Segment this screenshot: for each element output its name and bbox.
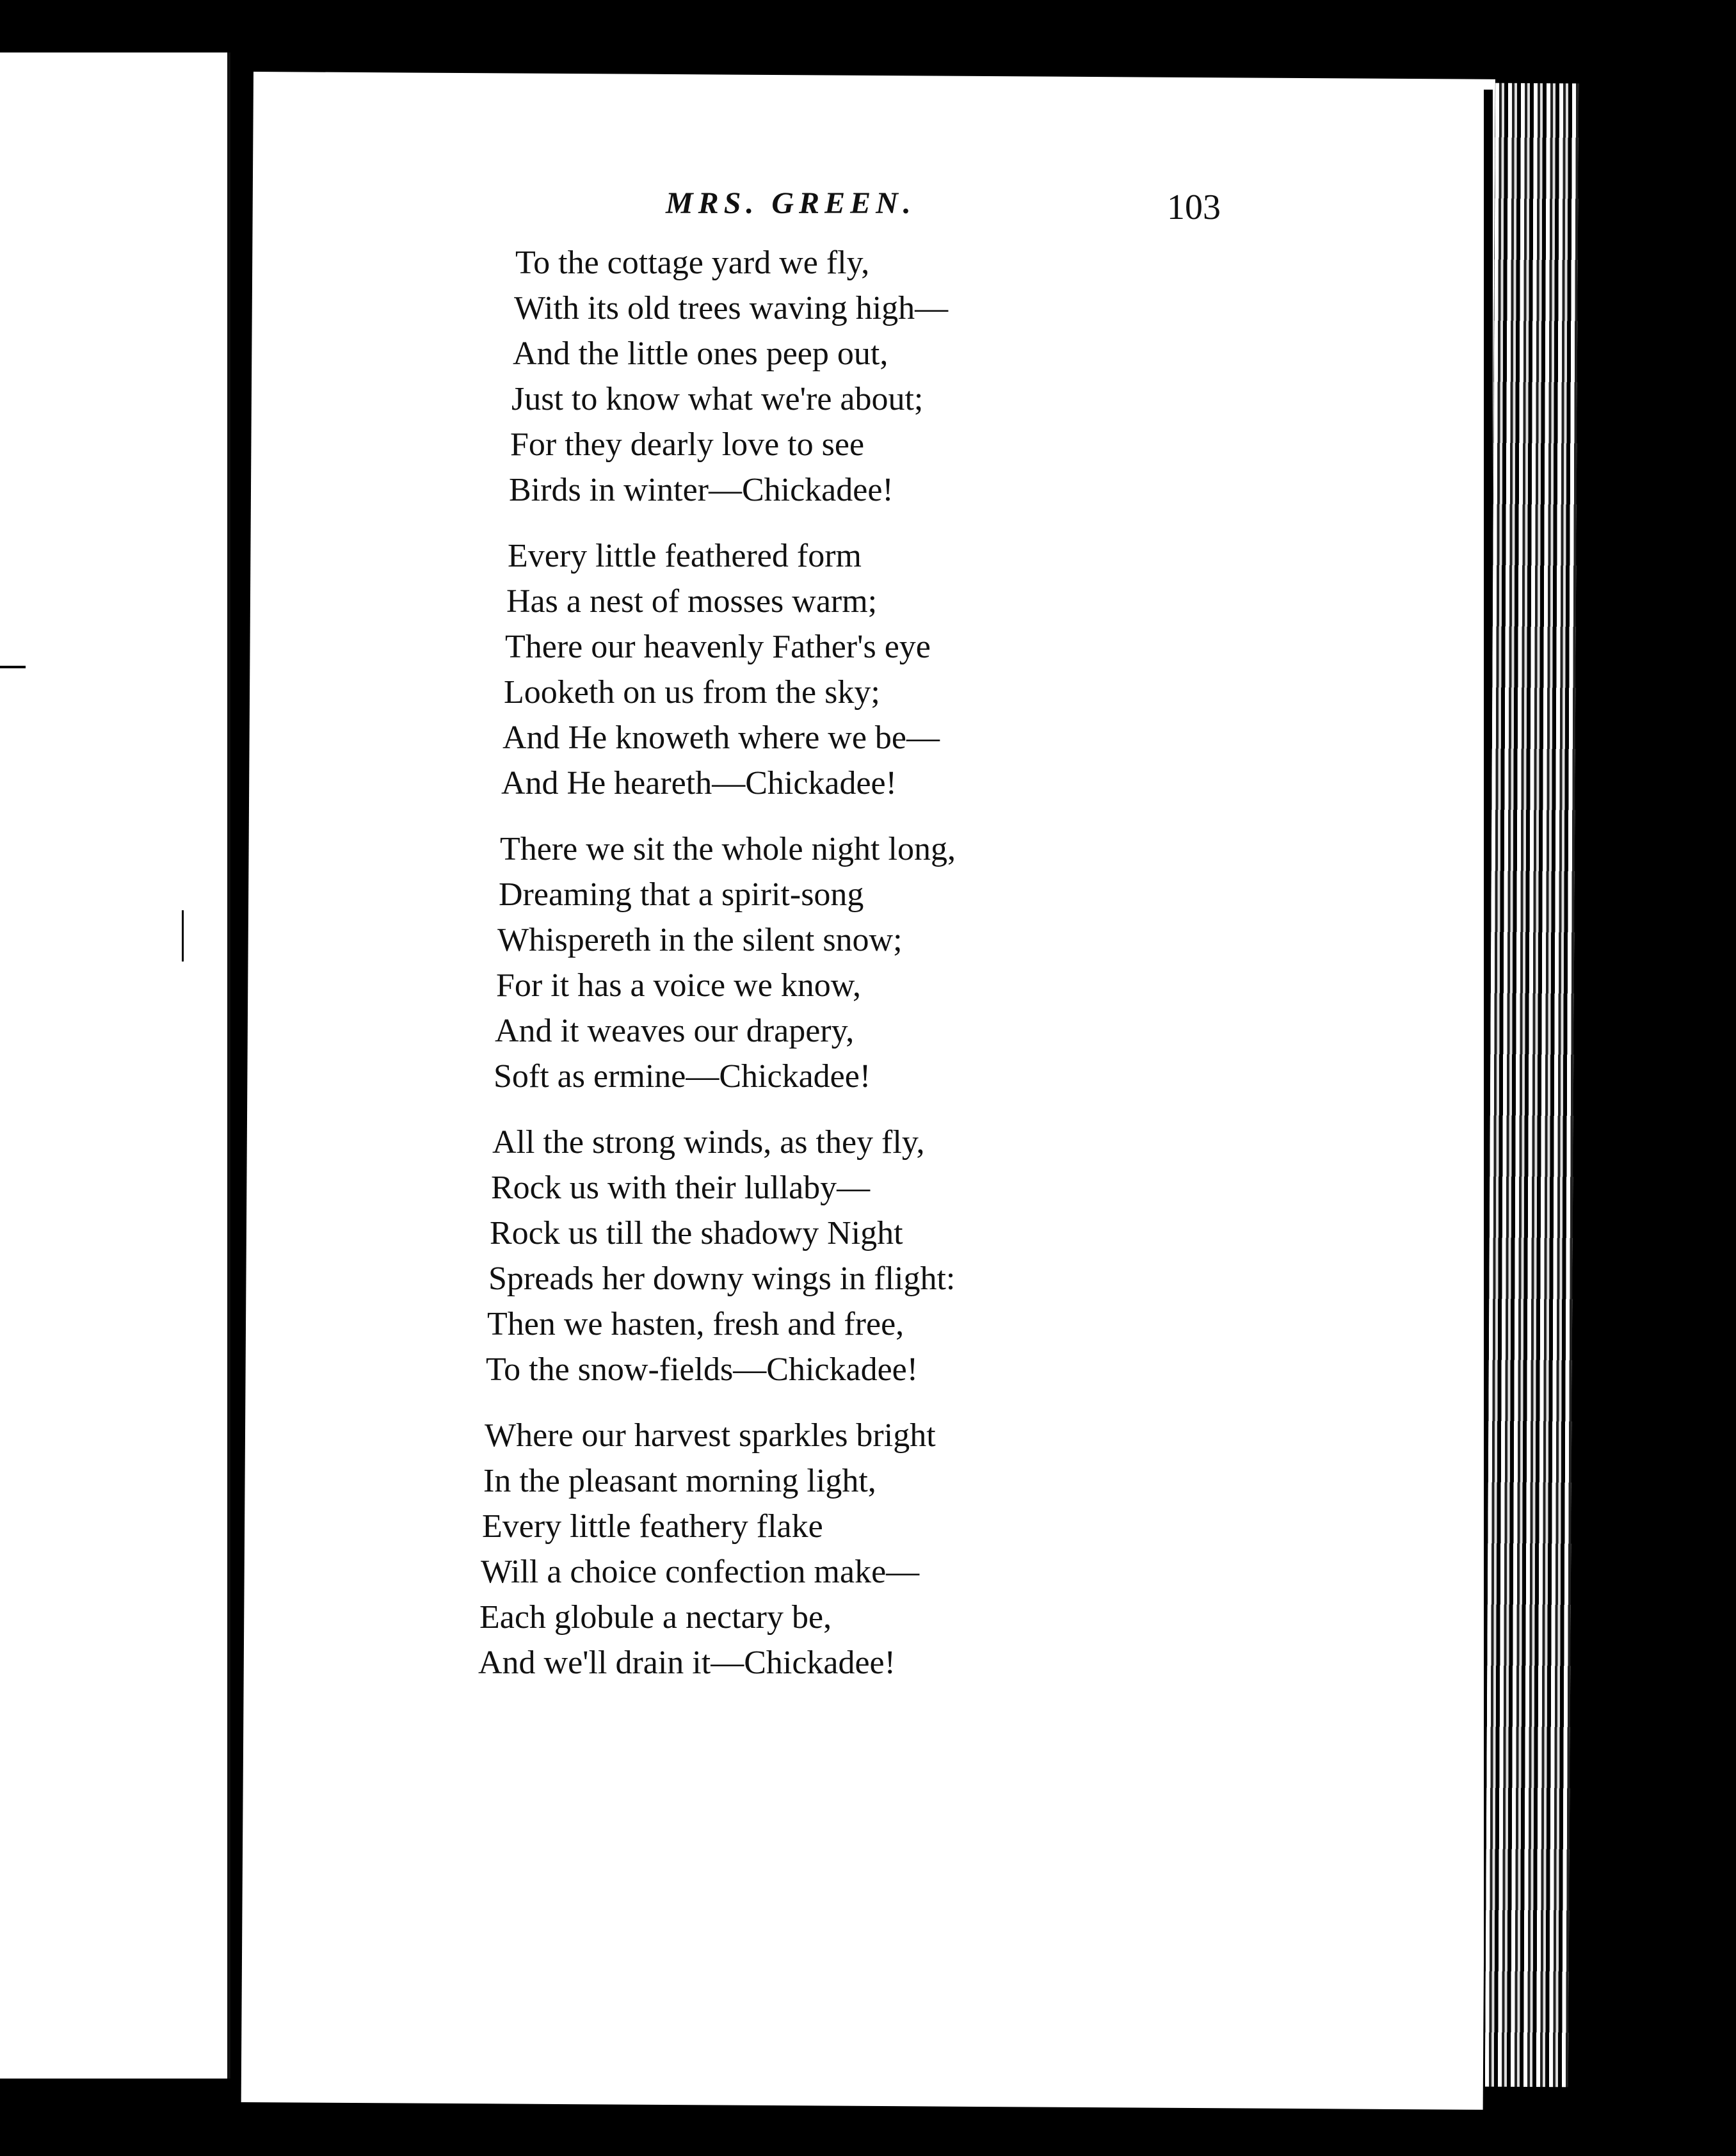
stanza-1 xyxy=(218,240,1050,513)
poem-line: Every little feathered form xyxy=(508,538,862,574)
stanza-2 xyxy=(218,533,1050,806)
page-block-edges xyxy=(1485,83,1579,2088)
running-head xyxy=(413,186,1239,243)
poem-line: Then we hasten, fresh and free, xyxy=(487,1306,904,1342)
poem-line: And He knoweth where we be— xyxy=(502,720,940,756)
poem-line: Where our harvest sparkles bright xyxy=(485,1417,936,1454)
poem-line: Soft as ermine—Chickadee! xyxy=(494,1058,871,1095)
poem-line: Whispereth in the silent snow; xyxy=(497,922,903,958)
poem-line: Each globule a nectary be, xyxy=(479,1599,832,1636)
poem-line: There we sit the whole night long, xyxy=(500,831,956,867)
poem-line: And He heareth—Chickadee! xyxy=(501,765,897,801)
poem xyxy=(218,240,1050,1706)
poem-line: In the pleasant morning light, xyxy=(483,1463,876,1499)
poem-line: Just to know what we're about; xyxy=(511,381,924,417)
poem-line: And we'll drain it—Chickadee! xyxy=(478,1645,896,1681)
poem-line: Rock us with their lullaby— xyxy=(491,1170,871,1206)
poem-line: With its old trees waving high— xyxy=(514,290,949,326)
stanza-3 xyxy=(218,826,1050,1099)
poem-line: There our heavenly Father's eye xyxy=(505,629,931,665)
poem-line: Looketh on us from the sky; xyxy=(504,674,880,711)
poem-line: Birds in winter—Chickadee! xyxy=(509,472,894,508)
poem-line: Rock us till the shadowy Night xyxy=(490,1215,903,1251)
poem-line: Every little feathery flake xyxy=(482,1508,823,1545)
poem-line: Will a choice confection make— xyxy=(481,1554,920,1590)
stanza-5 xyxy=(218,1413,1050,1685)
poem-line: Has a nest of mosses warm; xyxy=(506,583,878,620)
poem-line: Dreaming that a spirit-song xyxy=(499,876,864,913)
page-number: 103 xyxy=(1167,188,1221,227)
left-page-rule xyxy=(0,666,26,668)
poem-line: And it weaves our drapery, xyxy=(495,1013,855,1049)
poem-line: To the cottage yard we fly, xyxy=(515,245,870,281)
running-head-title: MRS. GREEN. xyxy=(666,186,916,220)
poem-line: And the little ones peep out, xyxy=(513,335,888,372)
poem-line: To the snow-fields—Chickadee! xyxy=(486,1351,919,1388)
poem-line: For they dearly love to see xyxy=(510,426,865,463)
left-page-rule xyxy=(182,910,184,961)
poem-line: For it has a voice we know, xyxy=(496,967,861,1004)
stanza-4 xyxy=(218,1120,1050,1392)
poem-line: Spreads her downy wings in flight: xyxy=(488,1260,956,1297)
left-page-fragment xyxy=(0,52,230,2079)
poem-line: All the strong winds, as they fly, xyxy=(492,1124,925,1161)
